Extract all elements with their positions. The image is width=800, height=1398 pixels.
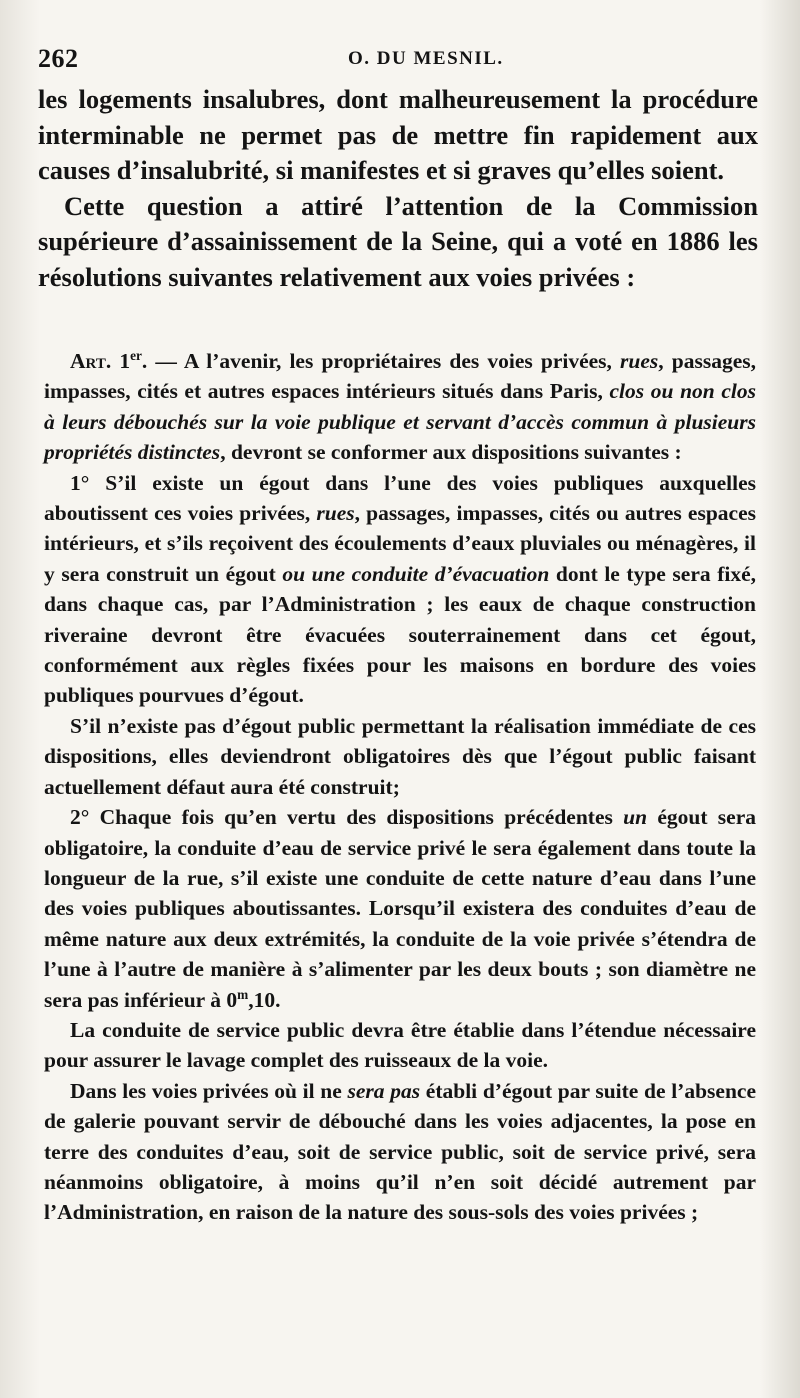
paragraph-art1-2c [44, 1076, 756, 1228]
text-segment: rues [316, 501, 355, 526]
body-text-large [38, 82, 758, 295]
text-segment: sera pas [347, 1078, 421, 1103]
text-segment: . — A l’avenir, les propriétaires des voies privées, [141, 349, 621, 373]
text-segment: , devront se conformer aux dispositions suivantes : [220, 440, 682, 465]
text-segment: Cette question a attiré l’attention de la Commission supérieure d’assainissement de la Seine, qui a voté en 1886 les résolutions suivantes relativement aux voies privées : [38, 190, 758, 292]
text-segment: m [237, 986, 249, 1002]
text-segment: 1° S’il existe un égout dans l’une des voies publiques auxquelles aboutissent ces voies privées, [44, 470, 756, 526]
text-segment: er [130, 347, 142, 363]
running-head: O. DU MESNIL. [348, 48, 504, 69]
text-segment: les logements insalubres, dont malheureusement la procédure interminable ne permet pas de mettre fin rapidement aux causes d’insalubrité, si manifestes et si graves qu’elles soient. [38, 84, 758, 185]
paragraph-art1-2b [44, 1015, 756, 1076]
text-segment: 2° Chaque fois qu’en vertu des dispositions précédentes [70, 805, 624, 830]
text-segment: égout sera obligatoire, la conduite d’eau de service privé le sera également dans toute la longueur de la rue, s’il existe une conduite de cette nature d’eau dans l’une des voies publiques aboutissantes. Lorsqu’il existera des conduites d’eau de même nature aux deux extrémités, la conduite de la voie privée s’étendra de l’une à l’autre de manière à s’alimenter par les deux bouts ; son diamètre ne sera pas inférieur à 0 [44, 805, 756, 1012]
text-segment: ou une conduite d’évacuation [282, 561, 550, 586]
paragraph-art1-1 [44, 468, 756, 711]
paragraph-art1-2 [44, 802, 756, 1015]
text-segment: La conduite de service public devra être établie dans l’étendue nécessaire pour assurer le lavage complet des ruisseaux de la voie. [44, 1017, 756, 1073]
text-segment: Art. 1 [70, 349, 131, 373]
text-segment: un [623, 805, 648, 830]
text-segment: rues [620, 349, 659, 373]
paragraph-p1 [38, 82, 758, 189]
paragraph-art1 [44, 346, 756, 468]
text-segment: S’il n’existe pas d’égout public permettant la réalisation immédiate de ces dispositions, elles deviendront obligatoires dès que l’égout public faisant actuellement défaut aura été construit; [44, 713, 756, 799]
text-segment: ,10. [248, 987, 281, 1012]
text-segment: , passages, impasses, cités et autres espaces intérieurs situés dans Paris, [44, 349, 756, 404]
text-segment: établi d’égout par suite de l’absence de galerie pouvant servir de débouché dans les voies adjacentes, la pose en terre des conduites d’eau, soit de service public, soit de service privé, sera néanmoins obligatoire, à moins qu’il n’en soit décidé autrement par l’Administration, en raison de la nature des sous-sols des voies privées ; [44, 1078, 756, 1225]
text-segment: , passages, impasses, cités ou autres espaces intérieurs, et s’ils reçoivent des écoulements d’eaux pluviales ou ménagères, il y sera construit un égout [44, 501, 756, 586]
text-segment: Dans les voies privées où il ne [70, 1078, 348, 1103]
text-segment: dont le type sera fixé, dans chaque cas, par l’Administration ; les eaux de chaque construction riveraine devront être évacuées souterrainement dans cet égout, conformément aux règles fixées pour les maisons en bordure des voies publiques pourvues d’égout. [44, 561, 756, 708]
page-number: 262 [38, 44, 79, 73]
text-segment: clos ou non clos à leurs débouchés sur la voie publique et servant d’accès commun à plusieurs propriétés distinctes [44, 379, 756, 465]
paragraph-art1-1b [44, 711, 756, 802]
paragraph-p2 [38, 189, 758, 296]
body-text-small [44, 346, 756, 1228]
page-header [38, 44, 758, 74]
